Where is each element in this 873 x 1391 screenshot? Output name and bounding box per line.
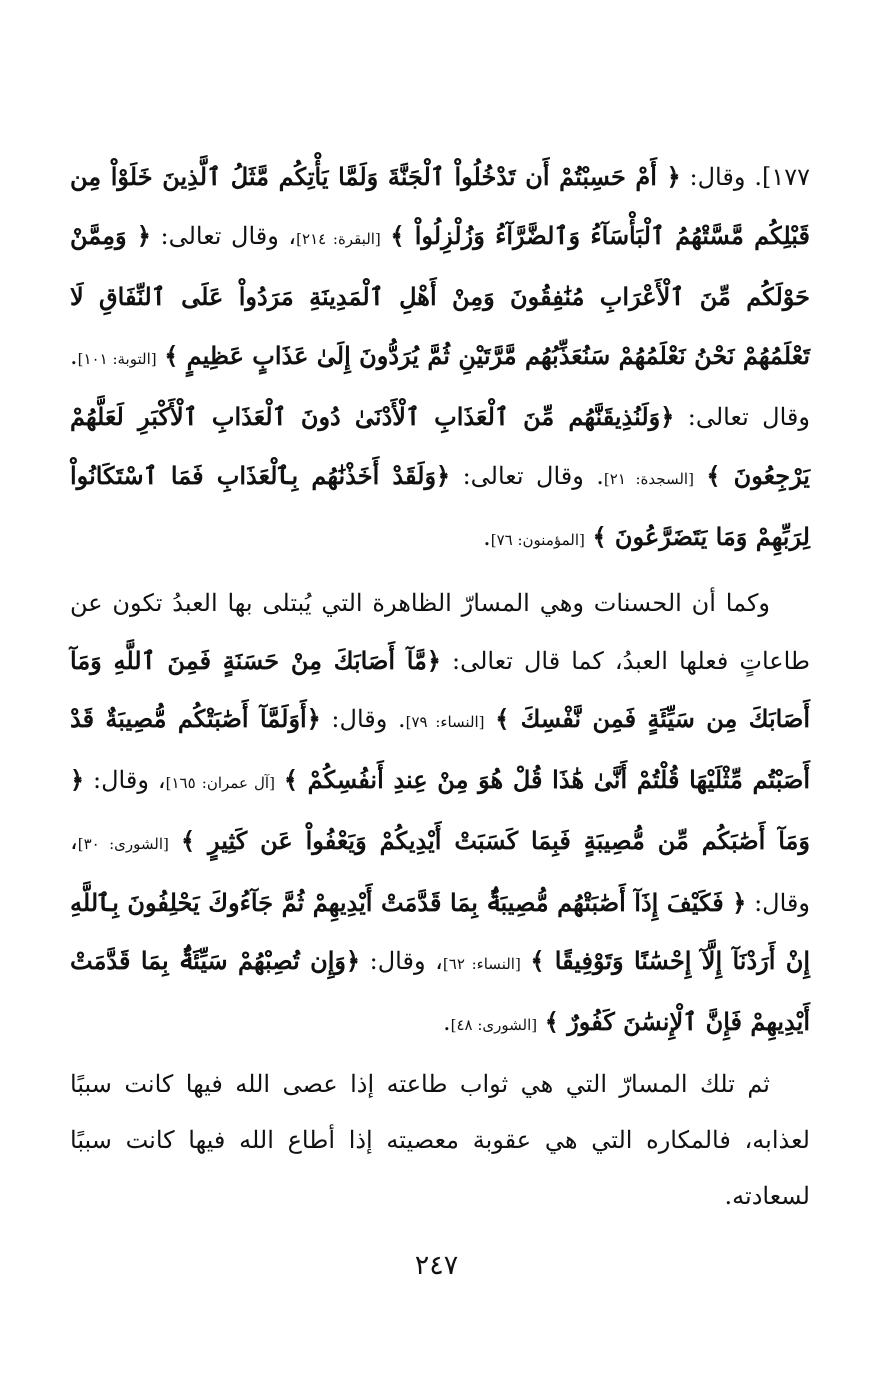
verse-reference: [آل عمران: ١٦٥]: [165, 774, 275, 793]
body-text: . وقال تعالى:: [450, 461, 604, 490]
body-text: . وقال:: [320, 704, 406, 733]
body-text: ، وقال:: [70, 827, 810, 917]
verse-reference: [النساء: ٧٩]: [405, 712, 485, 731]
body-text: [169, 827, 181, 855]
quran-verse: ﴿ وَمِمَّنْ حَوْلَكُم مِّنَ ٱلْأَعْرَابِ مُنَٰفِقُونَ وَمِنْ أَهْلِ ٱلْمَدِينَةِ مَرَدُواْ عَلَى ٱلنِّفَاقِ لَا تَعْلَمُهُمْ نَحْنُ نَعْلَمُهُمْ سَنُعَذِّبُهُم مَّرَّتَيْنِ ثُمَّ يُرَدُّونَ إِلَىٰ عَذَابٍ عَظِيمٍ ﴾: [70, 220, 810, 370]
verse-reference: [البقرة: ٢١٤]: [296, 229, 381, 248]
body-text: ١٧٧]. وقال:: [680, 163, 810, 191]
verse-reference: [الشورى: ٣٠]: [77, 835, 169, 854]
body-text: .: [442, 1007, 451, 1036]
paragraph-2: [70, 574, 810, 1055]
quran-verse: ﴿ فَكَيْفَ إِذَآ أَصَٰبَتْهُم مُّصِيبَةٌۢ بِمَا قَدَّمَتْ أَيْدِيهِمْ ثُمَّ جَآءُوكَ يَحْلِفُونَ بِٱللَّهِ إِنْ أَرَدْنَآ إِلَّآ إِحْسَٰنًا وَتَوْفِيقًا ﴾: [70, 887, 811, 975]
body-text: [537, 1008, 545, 1036]
verse-reference: [الشورى: ٤٨]: [450, 1015, 538, 1034]
body-text: ثم تلك المسارّ التي هي ثواب طاعته إذا عصى الله فيها كانت سببًا لعذابه، فالمكاره التي هي عقوبة معصيته إذا أطاع الله فيها كانت سببًا لسعادته.: [70, 1070, 810, 1211]
body-text: .: [483, 523, 491, 551]
quran-verse: ﴿أَوَلَمَّآ أَصَٰبَتْكُم مُّصِيبَةٌ قَدْ أَصَبْتُم مِّثْلَيْهَا قُلْتُمْ أَنَّىٰ هَٰذَا قُلْ هُوَ مِنْ عِندِ أَنفُسِكُمْ ﴾: [70, 703, 810, 795]
quran-verse: ﴿مَّآ أَصَابَكَ مِنْ حَسَنَةٍ فَمِنَ ٱللَّهِ وَمَآ أَصَابَكَ مِن سَيِّئَةٍ فَمِن نَّفْسِكَ ﴾: [70, 645, 811, 733]
body-text: ، وقال تعالى:: [150, 221, 297, 250]
quran-verse: ﴿وَلَقَدْ أَخَذْنَٰهُم بِٱلْعَذَابِ فَمَا ٱسْتَكَانُواْ لِرَبِّهِمْ وَمَا يَتَضَرَّعُونَ ﴾: [70, 460, 810, 551]
body-text: [694, 462, 706, 490]
verse-reference: [المؤمنون: ٧٦]: [490, 531, 585, 549]
page-number: ٢٤٧: [414, 1250, 459, 1281]
quran-verse: ﴿وَإِن تُصِبْهُمْ سَيِّئَةٌۢ بِمَا قَدَّمَتْ أَيْدِيهِمْ فَإِنَّ ٱلْإِنسَٰنَ كَفُورٌ ﴾: [70, 945, 810, 1036]
quran-verse: ﴿ وَمَآ أَصَٰبَكُم مِّن مُّصِيبَةٍ فَبِمَا كَسَبَتْ أَيْدِيكُمْ وَيَعْفُواْ عَن كَثِيرٍ ﴾: [70, 765, 810, 856]
body-text: [521, 947, 531, 975]
body-text: [275, 766, 284, 794]
paragraph-3: [70, 1056, 810, 1224]
verse-reference: [النساء: ٦٢]: [442, 954, 521, 973]
body-text: [381, 222, 391, 250]
paragraph-1: [70, 148, 810, 570]
body-text: ، وقال:: [84, 766, 166, 795]
verse-reference: [التوبة: ١٠١]: [77, 349, 157, 368]
body-text: وكما أن الحسنات وهي المسارّ الظاهرة التي يُبتلى بها العبدُ تكون عن طاعاتٍ فعلها العبدُ، كما قال تعالى:: [70, 588, 810, 675]
body-text: [485, 705, 496, 733]
body-text: . وقال تعالى:: [70, 341, 810, 431]
quran-verse: ﴿ أَمْ حَسِبْتُمْ أَن تَدْخُلُواْ ٱلْجَنَّةَ وَلَمَّا يَأْتِكُم مَّثَلُ ٱلَّذِينَ خَلَوْاْ مِن قَبْلِكُم مَّسَّتْهُمُ ٱلْبَأْسَآءُ وَٱلضَّرَّآءُ وَزُلْزِلُواْ ﴾: [70, 162, 810, 250]
verse-reference: [السجدة: ٢١]: [603, 469, 694, 488]
body-text: [585, 523, 593, 551]
page-text-body: [70, 148, 810, 1224]
body-text: ، وقال:: [360, 946, 443, 975]
quran-verse: ﴿وَلَنُذِيقَنَّهُم مِّنَ ٱلْعَذَابِ ٱلْأَدْنَىٰ دُونَ ٱلْعَذَابِ ٱلْأَكْبَرِ لَعَلَّهُمْ يَرْجِعُونَ ﴾: [70, 402, 810, 490]
